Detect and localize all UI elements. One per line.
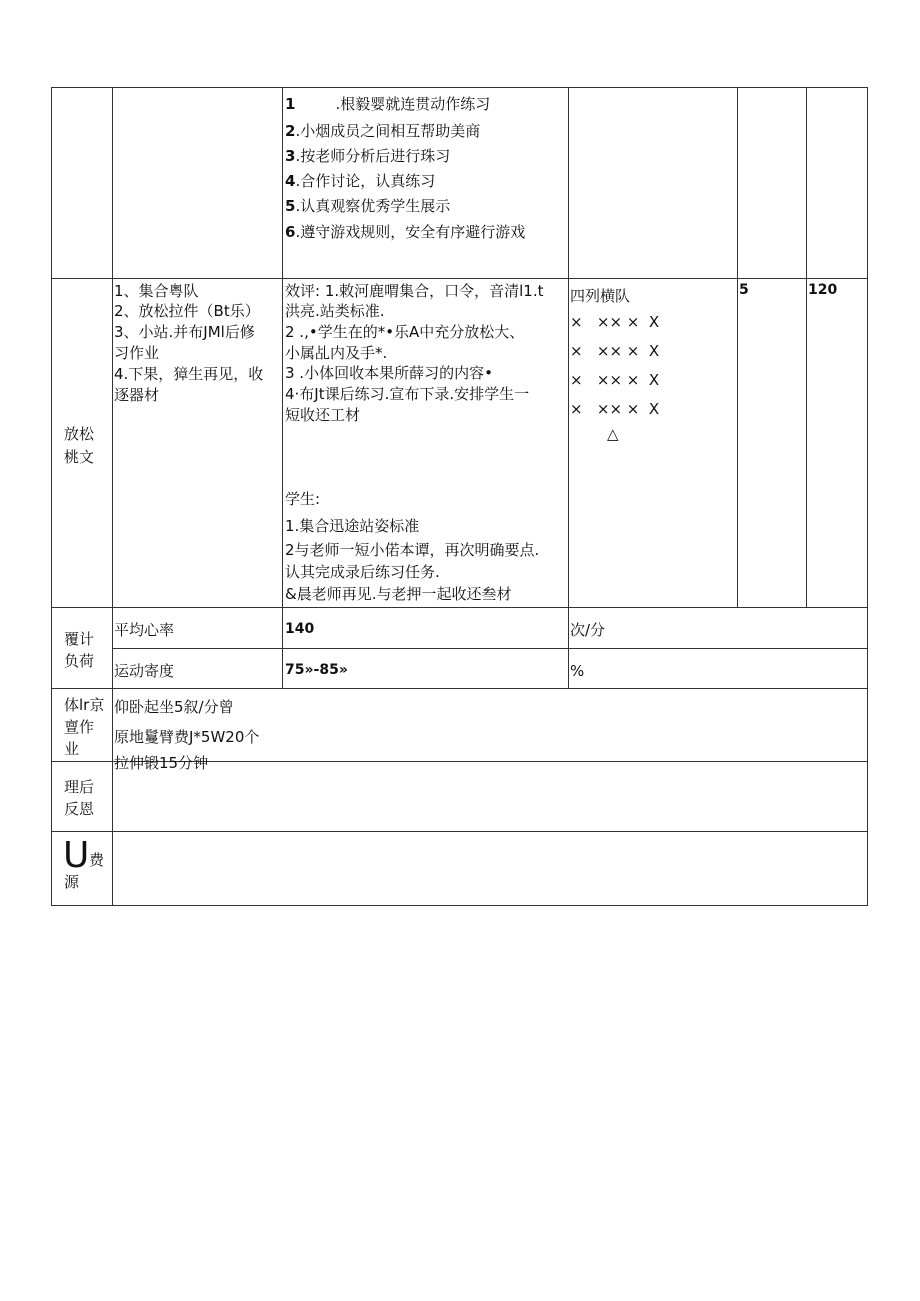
column-divider bbox=[806, 87, 807, 608]
homework-content bbox=[113, 689, 867, 772]
list-item: 4.下果，獐生再见，收 bbox=[114, 365, 264, 383]
list-item: 效评: 1.敕河鹿喟集合，口令，音清l1.t bbox=[285, 282, 544, 300]
section-label: 桃文 bbox=[64, 448, 95, 466]
list-item: 短收还工材 bbox=[285, 406, 361, 424]
list-item: 1.集合迅途站姿标准 bbox=[285, 517, 420, 535]
formation-row: × ×× × X bbox=[570, 400, 660, 418]
resource-label: 费 bbox=[89, 851, 105, 869]
load-label: 负荷 bbox=[64, 652, 95, 670]
student-title: 学生: bbox=[285, 490, 321, 508]
list-item: &晨老师再见.与老押一起收还叁材 bbox=[285, 585, 512, 603]
table-border-bottom bbox=[51, 905, 868, 906]
column-divider bbox=[112, 87, 113, 906]
list-item: 认其完成录后练习任务. bbox=[285, 563, 440, 581]
student-activity bbox=[283, 487, 568, 607]
table-border-left bbox=[51, 87, 52, 906]
row-divider bbox=[112, 648, 868, 649]
formation-row: × ×× × X bbox=[570, 342, 660, 360]
count-value: 120 bbox=[808, 282, 838, 298]
load-label: 覆计 bbox=[64, 630, 95, 648]
list-item: 洪亮.站类标准. bbox=[285, 302, 385, 320]
list-item: 3 .小体回收本果所薛习的内容• bbox=[285, 364, 493, 382]
list-item: 习作业 bbox=[114, 344, 160, 362]
heart-rate-unit: 次/分 bbox=[570, 621, 606, 639]
lesson-plan-table bbox=[51, 87, 868, 906]
list-item: 小属乩内及手*. bbox=[285, 344, 388, 362]
section-label: 放松 bbox=[64, 425, 95, 443]
row-divider bbox=[51, 831, 868, 832]
list-item: 3、小站.并布JMl后修 bbox=[114, 323, 255, 341]
heart-rate-label: 平均心率 bbox=[114, 621, 175, 639]
time-value: 5 bbox=[739, 282, 749, 298]
reflection-label: 反恩 bbox=[64, 800, 95, 818]
formation-row: × ×× × X bbox=[570, 371, 660, 389]
list-item: 1、集合粤队 bbox=[114, 282, 199, 300]
list-item: 2 .,•学生在的*•乐A中充分放松大、 bbox=[285, 323, 525, 341]
list-item: 原地鬘臂费J*5W20个 bbox=[114, 728, 260, 746]
table-border-top bbox=[51, 87, 868, 88]
list-item: 2与老师一短小偌本谭，再次明确要点. bbox=[285, 541, 540, 559]
list-item: 4.合作讨论，认真练习 bbox=[285, 172, 436, 190]
table-border-right bbox=[867, 87, 868, 906]
column-divider bbox=[737, 87, 738, 608]
list-item: 4·布Jt课后练习.宣布下录.安排学生一 bbox=[285, 385, 530, 403]
heart-rate-value: 140 bbox=[285, 621, 315, 637]
density-value: 75»-85» bbox=[285, 662, 348, 678]
list-item: 1 .根毅婴就连贯动作练习 bbox=[285, 95, 491, 113]
list-item: 拉伸锻15分钟 bbox=[114, 754, 209, 772]
density-label: 运动寄度 bbox=[114, 662, 175, 680]
teacher-activity bbox=[283, 279, 568, 429]
list-item: 5.认真观察优秀学生展示 bbox=[285, 197, 451, 215]
formation-row: × ×× × X bbox=[570, 313, 660, 331]
resource-label: 源 bbox=[64, 873, 80, 891]
column-divider bbox=[568, 87, 569, 689]
homework-label: 体lr京 bbox=[64, 696, 105, 714]
reflection-label: 理后 bbox=[64, 778, 95, 796]
teacher-triangle-icon: △ bbox=[607, 425, 619, 443]
density-unit: % bbox=[570, 662, 585, 680]
list-item: 6.遵守游戏规则，安全有序避行游戏 bbox=[285, 223, 526, 241]
homework-label: 业 bbox=[64, 740, 80, 758]
row-divider bbox=[51, 607, 868, 608]
homework-label: 亶作 bbox=[64, 718, 95, 736]
list-item: 3.按老师分析后进行珠习 bbox=[285, 147, 451, 165]
list-item: 2.小烟成员之间相互帮助美商 bbox=[285, 122, 481, 140]
resource-logo: U bbox=[63, 835, 90, 876]
list-item: 逐器材 bbox=[114, 386, 160, 404]
list-item: 2、放松拉件（Bt乐） bbox=[114, 302, 260, 320]
list-item: 仰卧起坐5叙/分曾 bbox=[114, 698, 234, 716]
formation-title: 四列横队 bbox=[570, 287, 631, 305]
